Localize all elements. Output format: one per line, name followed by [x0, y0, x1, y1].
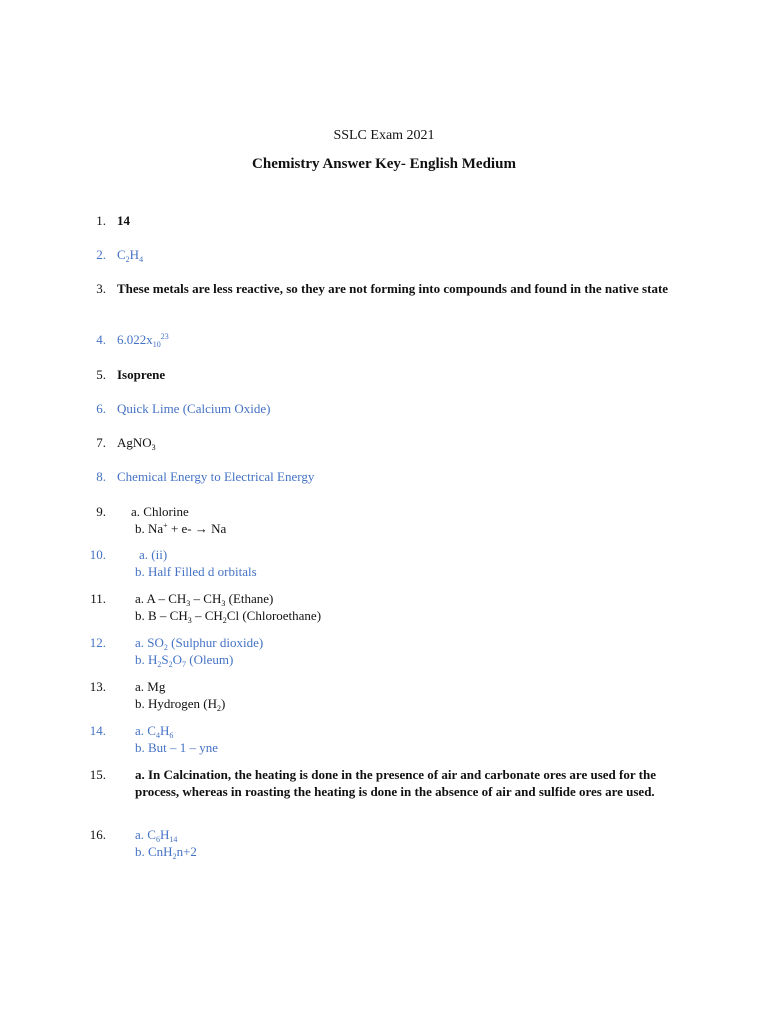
- answer-text: 14: [117, 213, 130, 228]
- answer-number: 14.: [89, 723, 106, 738]
- answer-part: b. Hydrogen $(H_2)$: [135, 696, 226, 713]
- answer-part: b. CnH$_2$n+2: [135, 844, 197, 861]
- answer-text: $C_2H_4$: [117, 247, 144, 264]
- answer-number: 3.: [96, 281, 106, 296]
- answer-part: a. A – $CH_3 - CH_3$ (Ethane): [135, 591, 274, 608]
- answer-text: Chemical Energy to Electrical Energy: [117, 469, 315, 484]
- answer-number: 2.: [96, 247, 106, 262]
- answer-part: b. But – 1 – yne: [135, 740, 219, 755]
- answer-part: b. Half Filled d orbitals: [135, 564, 257, 579]
- answer-part: a. $C_6H_{14}$: [135, 827, 178, 844]
- answer-text: These metals are less reactive, so they are not forming into compounds and found in the native state: [117, 281, 669, 296]
- answer-number: 10.: [89, 547, 106, 562]
- answer-part: a. $C_4H_6$: [135, 723, 174, 740]
- answer-number: 7.: [96, 435, 106, 450]
- answer-text: AgNO$_3$: [117, 435, 156, 452]
- answer-part: a. (ii): [139, 547, 168, 562]
- answer-number: 6.: [96, 401, 106, 416]
- answer-part: a. Chlorine: [131, 504, 189, 519]
- answer-number: 11.: [90, 591, 106, 606]
- answer-number: 4.: [96, 332, 106, 347]
- answer-number: 15.: [89, 767, 106, 782]
- answer-part: a. Mg: [135, 679, 166, 694]
- answer-number: 12.: [89, 635, 106, 650]
- answer-number: 5.: [96, 367, 106, 382]
- answer-number: 13.: [89, 679, 106, 694]
- answer-part: b. $H_2S_2O_7$ (Oleum): [135, 652, 234, 669]
- answer-text: $6.022x_{10}^{23}$: [117, 332, 169, 349]
- answer-text: a. In Calcination, the heating is done in the presence of air and carbonate ores are used for the process, whereas in roasting the heating is done in the absence of air and sulfide ores are used.: [135, 767, 656, 799]
- answer-part: a. $SO_2$ (Sulphur dioxide): [135, 635, 264, 652]
- answer-part: b. Na+ + e- → Na: [135, 521, 227, 536]
- answer-number: 16.: [89, 827, 106, 842]
- answer-part: b. B – $CH_3 - CH_2Cl$ (Chloroethane): [135, 608, 322, 625]
- answer-number: 8.: [96, 469, 106, 484]
- answer-number: 1.: [96, 213, 106, 228]
- answer-number: 9.: [96, 504, 106, 519]
- answer-key-subtitle: Chemistry Answer Key- English Medium: [252, 156, 516, 172]
- answer-text: Quick Lime (Calcium Oxide): [117, 401, 271, 416]
- answer-text: Isoprene: [117, 367, 166, 382]
- exam-title: SSLC Exam 2021: [333, 128, 435, 143]
